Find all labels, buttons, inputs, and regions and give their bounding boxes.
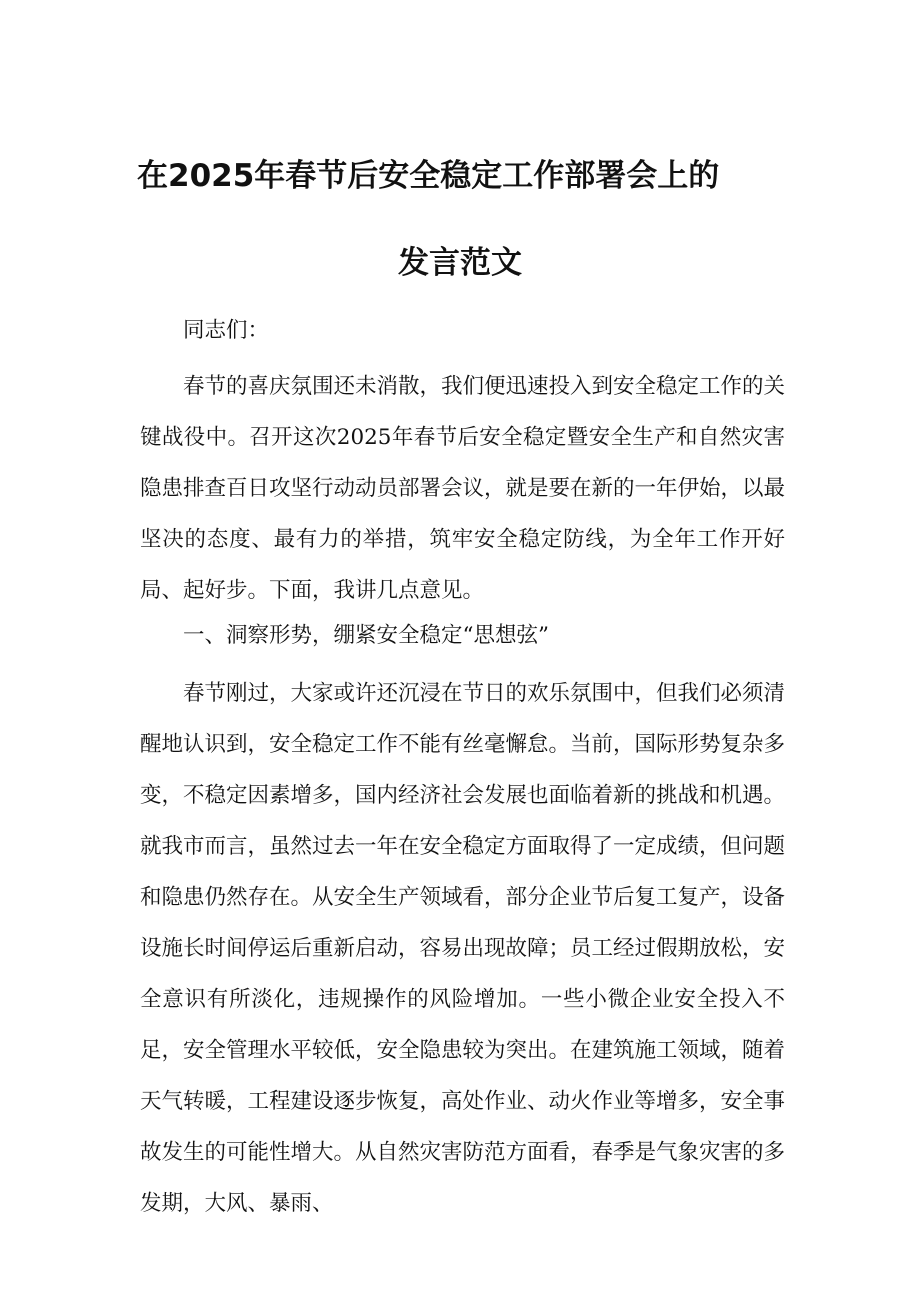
greeting: 同志们： xyxy=(183,318,270,343)
paragraph-block-1 xyxy=(140,361,785,616)
section-heading: 一、洞察形势，绷紧安全稳定“思想弦” xyxy=(183,623,549,648)
paragraph-2: 春节刚过，大家或许还沉浸在节日的欢乐氛围中，但我们必须清醒地认识到，安全稳定工作不能有丝毫懈怠。当前，国际形势复杂多变，不稳定因素增多，国内经济社会发展也面临着新的挑战和机遇。就我市而言，虽然过去一年在安全稳定方面取得了一定成绩，但问题和隐患仍然存在。从安全生产领域看，部分企业节后复工复产，设备设施长时间停运后重新启动，容易出现故障；员工经过假期放松，安全意识有所淡化，违规操作的风险增加。一些小微企业安全投入不足，安全管理水平较低，安全隐患较为突出。在建筑施工领域，随着天气转暖，工程建设逐步恢复，高处作业、动火作业等增多，安全事故发生的可能性增大。从自然灾害防范方面看，春季是气象灾害的多发期，大风、暴雨、 xyxy=(140,681,786,1216)
greeting-block xyxy=(140,305,785,356)
paragraph-block-2 xyxy=(140,668,785,1229)
section-heading-block xyxy=(140,610,785,661)
document-title-line1: 在2025年春节后安全稳定工作部署会上的 xyxy=(137,158,720,194)
paragraph-1: 春节的喜庆氛围还未消散，我们便迅速投入到安全稳定工作的关键战役中。召开这次2025年春节后安全稳定暨安全生产和自然灾害隐患排查百日攻坚行动动员部署会议，就是要在新的一年伊始，以最坚决的态度、最有力的举措，筑牢安全稳定防线，为全年工作开好局、起好步。下面，我讲几点意见。 xyxy=(140,374,786,603)
document-title-line2: 发言范文 xyxy=(398,245,522,281)
